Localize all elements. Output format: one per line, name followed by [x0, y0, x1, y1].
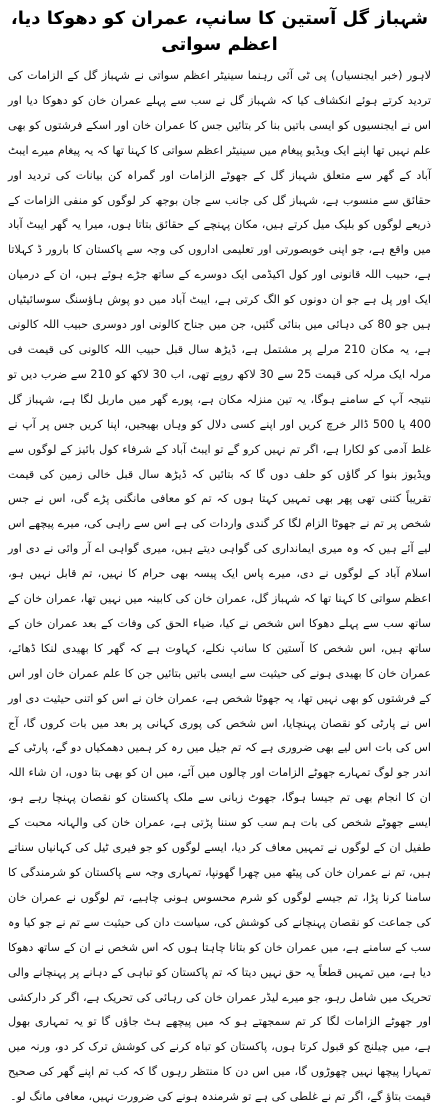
article-headline: شہباز گل آستین کا سانپ، عمران کو دھوکا دیا، اعظم سواتی [10, 8, 429, 55]
article-body: لاہور (خبر ایجنسیاں) پی ٹی آئی رہنما سینیٹر اعظم سواتی نے شہباز گل کے الزامات کی تردید کرتے ہوئے انکشاف کیا کہ شہباز گل نے سب سے پہلے عمران خان کو دھوکا دیا اور اس نے ایجنسیوں کو ایسی باتیں بنا کر بتائیں جس کا عمران خان اور اسکے فرشتوں کو بھی علم نہیں تھا اپنے ایک ویڈیو پیغام میں سینیٹر اعظم سواتی کا کہنا تھا کہ یہ پیغام میرے ایبٹ آباد کے گھر سے متعلق شہباز گل کے جھوٹے الزامات اور گمراہ کن بیانات کی تردید اور حقائق سے منسوب ہے، شہباز گل کی جانب سے جان بوجھ کر لوگوں کو منفی الزامات کے ذریعے لوگوں کو بلیک میل کرتے ہیں، مکان پہنچے کے حقائق بتاتا ہوں، میرا یہ گھر ایبٹ آباد میں واقع ہے، جو اپنی خوبصورتی اور تعلیمی اداروں کی وجہ سے پاکستان کا بارور ڈ کہلاتا ہے، حبیب اللہ قانونی اور کول اکیڈمی ایک دوسرے کے ساتھ جڑے ہوئے ہیں، ان کے درمیان ایک اور پل ہے جو ان دونوں کو الگ کرتی ہے، ایبٹ آباد میں دو پوش ہاؤسنگ سوسائیٹیاں ہیں جو 80 کی دہائی میں بنائی گئیں، جن میں جناح کالونی اور دوسری حبیب اللہ کالونی ہے، یہ مکان 210 مرلے پر مشتمل ہے، ڈیڑھ سال قبل حبیب اللہ کالونی کی قیمت فی مرلہ ایک مرلہ کی قیمت 25 سے 30 لاکھ روپے تھی، اب 30 لاکھ کو 210 سے ضرب دیں تو نتیجہ آپ کے سامنے ہوگا، یہ تین منزلہ مکان ہے، پورے گھر میں ماربل لگا ہے، شہباز گل 400 یا 500 ڈالر خرچ کریں اور اپنے کسی دلال کو وہاں بھیجیں، اپنا کریں جس پر آپ نے غلط آدمی کو لکارا ہے، اگر تم نہیں کرو گے تو ایبٹ آباد کے شرفاء کول بائیز کے لوگوں سے ویڈیوز بنوا کر گاؤں کو حلف دوں گا کہ بتائیں کہ ڈیڑھ سال قبل خالی زمین کی قیمت تقریباً کتنی تھی پھر بھی تمہیں کہتا ہوں کہ تم کو معافی مانگنی پڑے گی، اس نے جس شخص پر تم نے جھوٹا الزام لگا کر گندی واردات کی ہے اس سے راہی کی، میرے پیچھے اس لیے آئے ہیں کہ وہ میری ایمانداری کی گواہی دیتے ہیں، میری گواہی اے آر وائی نے دی اور اسلام آباد کے لوگوں نے دی، میرے پاس ایک پیسہ بھی حرام کا نہیں، تم قابل نہیں ہو، اعظم سواتی کا کہنا تھا کہ شہباز گل، عمران خان کی کابینہ میں نہیں تھا، عمران خان کے ساتھ سب سے پہلے دھوکا اس شخص نے کیا، ضیاء الحق کی وفات کے بعد عمران خان کے ساتھ ہیں، اس شخص کا آستین کا سانپ نکلے، کہاوت ہے کہ گھر کا بھیدی لنکا ڈھائے، عمران خان کا بھیدی ہونے کی حیثیت سے ایسی باتیں بتائیں جن کا علم عمران خان اور اس کے فرشتوں کو بھی نہیں تھا، یہ جھوٹا شخص ہے، عمران خان نے اس کو اتنی حیثیت دی اور اس نے پارٹی کو نقصان پہنچایا، اس شخص کی پوری کہانی پر بعد میں بات کروں گا، آج اس کی بات اس لیے بھی ضروری ہے کہ تم جیل میں رہ کر ہمیں دھمکیاں دو گے، پارٹی کے اندر جو لوگ تمہارے جھوٹے الزامات اور چالوں میں آئے، میں ان کو بھی بتا دوں، ان شاء اللہ ان کا انجام بھی تم جیسا ہوگا، جھوٹ زبانی سے ملک پاکستان کو نقصان پہنچا رہے ہو، ایسے جھوٹے شخص کی بات ہم سب کو سننا پڑتی ہے، عمران خان کی والہانہ محبت کے طفیل ان کے لوگوں نے تمہیں معاف کر دیا، ایسے لوگوں کو جو فیری ٹیل کی کہانیاں سناتے ہیں، تم نے عمران خان کی پیٹھ میں چھرا گھونپا، تمہاری وجہ سے پاکستان کو شرمندگی کا سامنا کرنا پڑا، تم جیسے لوگوں کو شرم محسوس ہونی چاہیے، تم لوگوں نے عمران خان کی جماعت کو نقصان پہنچانے کی کوشش کی، سیاست دان کی حیثیت سے تم نے جو کیا وہ سب کے سامنے ہے، میں عمران خان کو بتانا چاہتا ہوں کہ اس شخص نے ان کے ساتھ دھوکا دیا ہے، میں تمہیں قطعاً یہ حق نہیں دیتا کہ تم پاکستان کو تباہی کے دہانے پر پہنچانے والی تحریک میں شامل رہو، جو میرے لیڈر عمران خان کی رہائی کی تحریک ہے، اگر کر دارکشی اور جھوٹے الزامات لگا کر تم سمجھتے ہو کہ میں پیچھے ہٹ جاؤں گا تو یہ تمہاری بھول ہے، میں چیلنج کو قبول کرتا ہوں، پاکستان کو تباہ کرنے کی کوشش ترک کر دو، ورنہ میں تمہارا پیچھا نہیں چھوڑوں گا، میں اس دن کا منتظر رہوں گا کہ کب تم اپنے گھر کی صحیح قیمت بتاؤ گے، اگر تم نے غلطی کی ہے تو شرمندہ ہونے کی ضرورت نہیں، معافی مانگ لو۔ [8, 69, 431, 1104]
